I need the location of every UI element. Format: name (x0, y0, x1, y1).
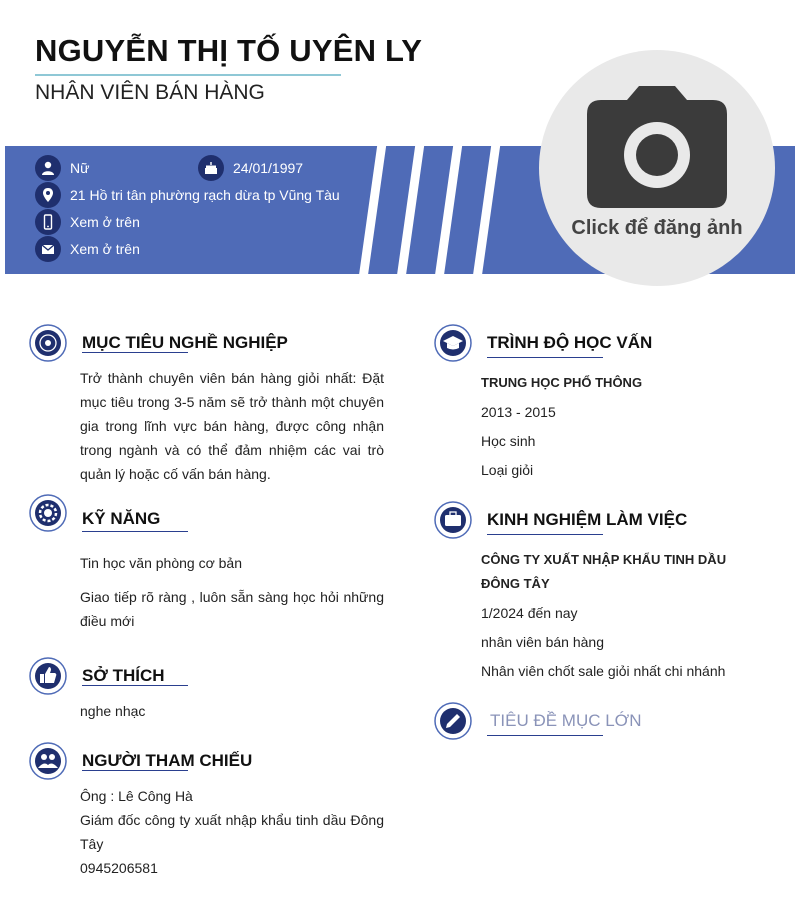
envelope-icon (35, 236, 61, 262)
mobile-phone-icon (35, 209, 61, 235)
phone-value[interactable]: Xem ở trên (70, 214, 140, 230)
hobby-item[interactable]: nghe nhạc (80, 703, 146, 719)
skills-title[interactable]: KỸ NĂNG (82, 509, 161, 528)
email-row (35, 236, 140, 262)
education-school[interactable]: TRUNG HỌC PHỔ THÔNG (481, 375, 643, 390)
briefcase-icon (433, 500, 473, 540)
decor-stripe (471, 146, 501, 274)
references-title[interactable]: NGƯỜI THAM CHIẾU (82, 751, 253, 770)
custom-section-title[interactable]: TIÊU ĐỀ MỤC LỚN (490, 711, 642, 730)
education-period[interactable]: 2013 - 2015 (481, 404, 556, 420)
objective-title-underline (82, 352, 188, 353)
birthday-cake-icon (198, 155, 224, 181)
photo-upload[interactable] (539, 50, 775, 286)
experience-company[interactable]: CÔNG TY XUẤT NHẬP KHẨU TINH DẦU ĐÔNG TÂY (481, 552, 727, 591)
education-title[interactable]: TRÌNH ĐỘ HỌC VẤN (487, 333, 653, 352)
objective-text[interactable]: Trở thành chuyên viên bán hàng giỏi nhất: Đặt mục tiêu trong 3-5 năm sẽ trở thành một chuyên gia trong lĩnh vực bán hàng, được công nhận trong ngành và có thể đảm nhiệm các vai trò quản lý hoặc cố vấn bán hàng. (80, 370, 384, 482)
location-pin-icon (35, 182, 61, 208)
graduation-cap-icon (433, 323, 473, 363)
objective-title[interactable]: MỤC TIÊU NGHỀ NGHIỆP (82, 333, 288, 352)
education-title-underline (487, 357, 603, 358)
pencil-icon (433, 701, 473, 741)
camera-icon (587, 86, 727, 208)
skill-item[interactable]: Tin học văn phòng cơ bản (80, 555, 242, 571)
address-row (35, 182, 340, 208)
birthday-value[interactable]: 24/01/1997 (233, 160, 304, 176)
email-value[interactable]: Xem ở trên (70, 241, 140, 257)
thumbs-up-icon (28, 656, 68, 696)
experience-title[interactable]: KINH NGHIỆM LÀM VIỆC (487, 510, 688, 529)
people-icon (28, 741, 68, 781)
name-underline (35, 74, 341, 76)
gender-value[interactable]: Nữ (70, 160, 90, 176)
decor-stripe (357, 146, 387, 274)
gear-icon (28, 493, 68, 533)
references-title-underline (82, 770, 188, 771)
experience-description[interactable]: Nhân viên chốt sale giỏi nhất chi nhánh (481, 663, 726, 679)
target-icon (28, 323, 68, 363)
reference-phone[interactable]: 0945206581 (80, 860, 158, 876)
gender-row (35, 155, 89, 181)
hobbies-title-underline (82, 685, 188, 686)
hobbies-title[interactable]: SỞ THÍCH (82, 666, 165, 685)
address-value[interactable]: 21 Hồ tri tân phường rạch dừa tp Vũng Tàu (70, 187, 340, 203)
skill-item[interactable]: Giao tiếp rõ ràng , luôn sẵn sàng học hỏi những điều mới (80, 589, 384, 629)
phone-row (35, 209, 140, 235)
candidate-name[interactable]: NGUYỄN THỊ TỐ UYÊN LY (35, 33, 423, 68)
decor-stripe (395, 146, 425, 274)
reference-name[interactable]: Ông : Lê Công Hà (80, 788, 193, 804)
skills-title-underline (82, 531, 188, 532)
decor-stripe (433, 146, 463, 274)
experience-title-underline (487, 534, 603, 535)
education-grade[interactable]: Loại giỏi (481, 462, 534, 478)
birthday-row (198, 155, 303, 181)
custom-title-underline (487, 735, 603, 736)
photo-upload-label: Click để đăng ảnh (571, 217, 743, 239)
experience-position[interactable]: nhân viên bán hàng (481, 634, 604, 650)
reference-position[interactable]: Giám đốc công ty xuất nhập khẩu tinh dầu Đông Tây (80, 812, 384, 852)
education-major[interactable]: Học sinh (481, 433, 536, 449)
job-title[interactable]: NHÂN VIÊN BÁN HÀNG (35, 81, 265, 104)
person-icon (35, 155, 61, 181)
experience-period[interactable]: 1/2024 đến nay (481, 605, 578, 621)
